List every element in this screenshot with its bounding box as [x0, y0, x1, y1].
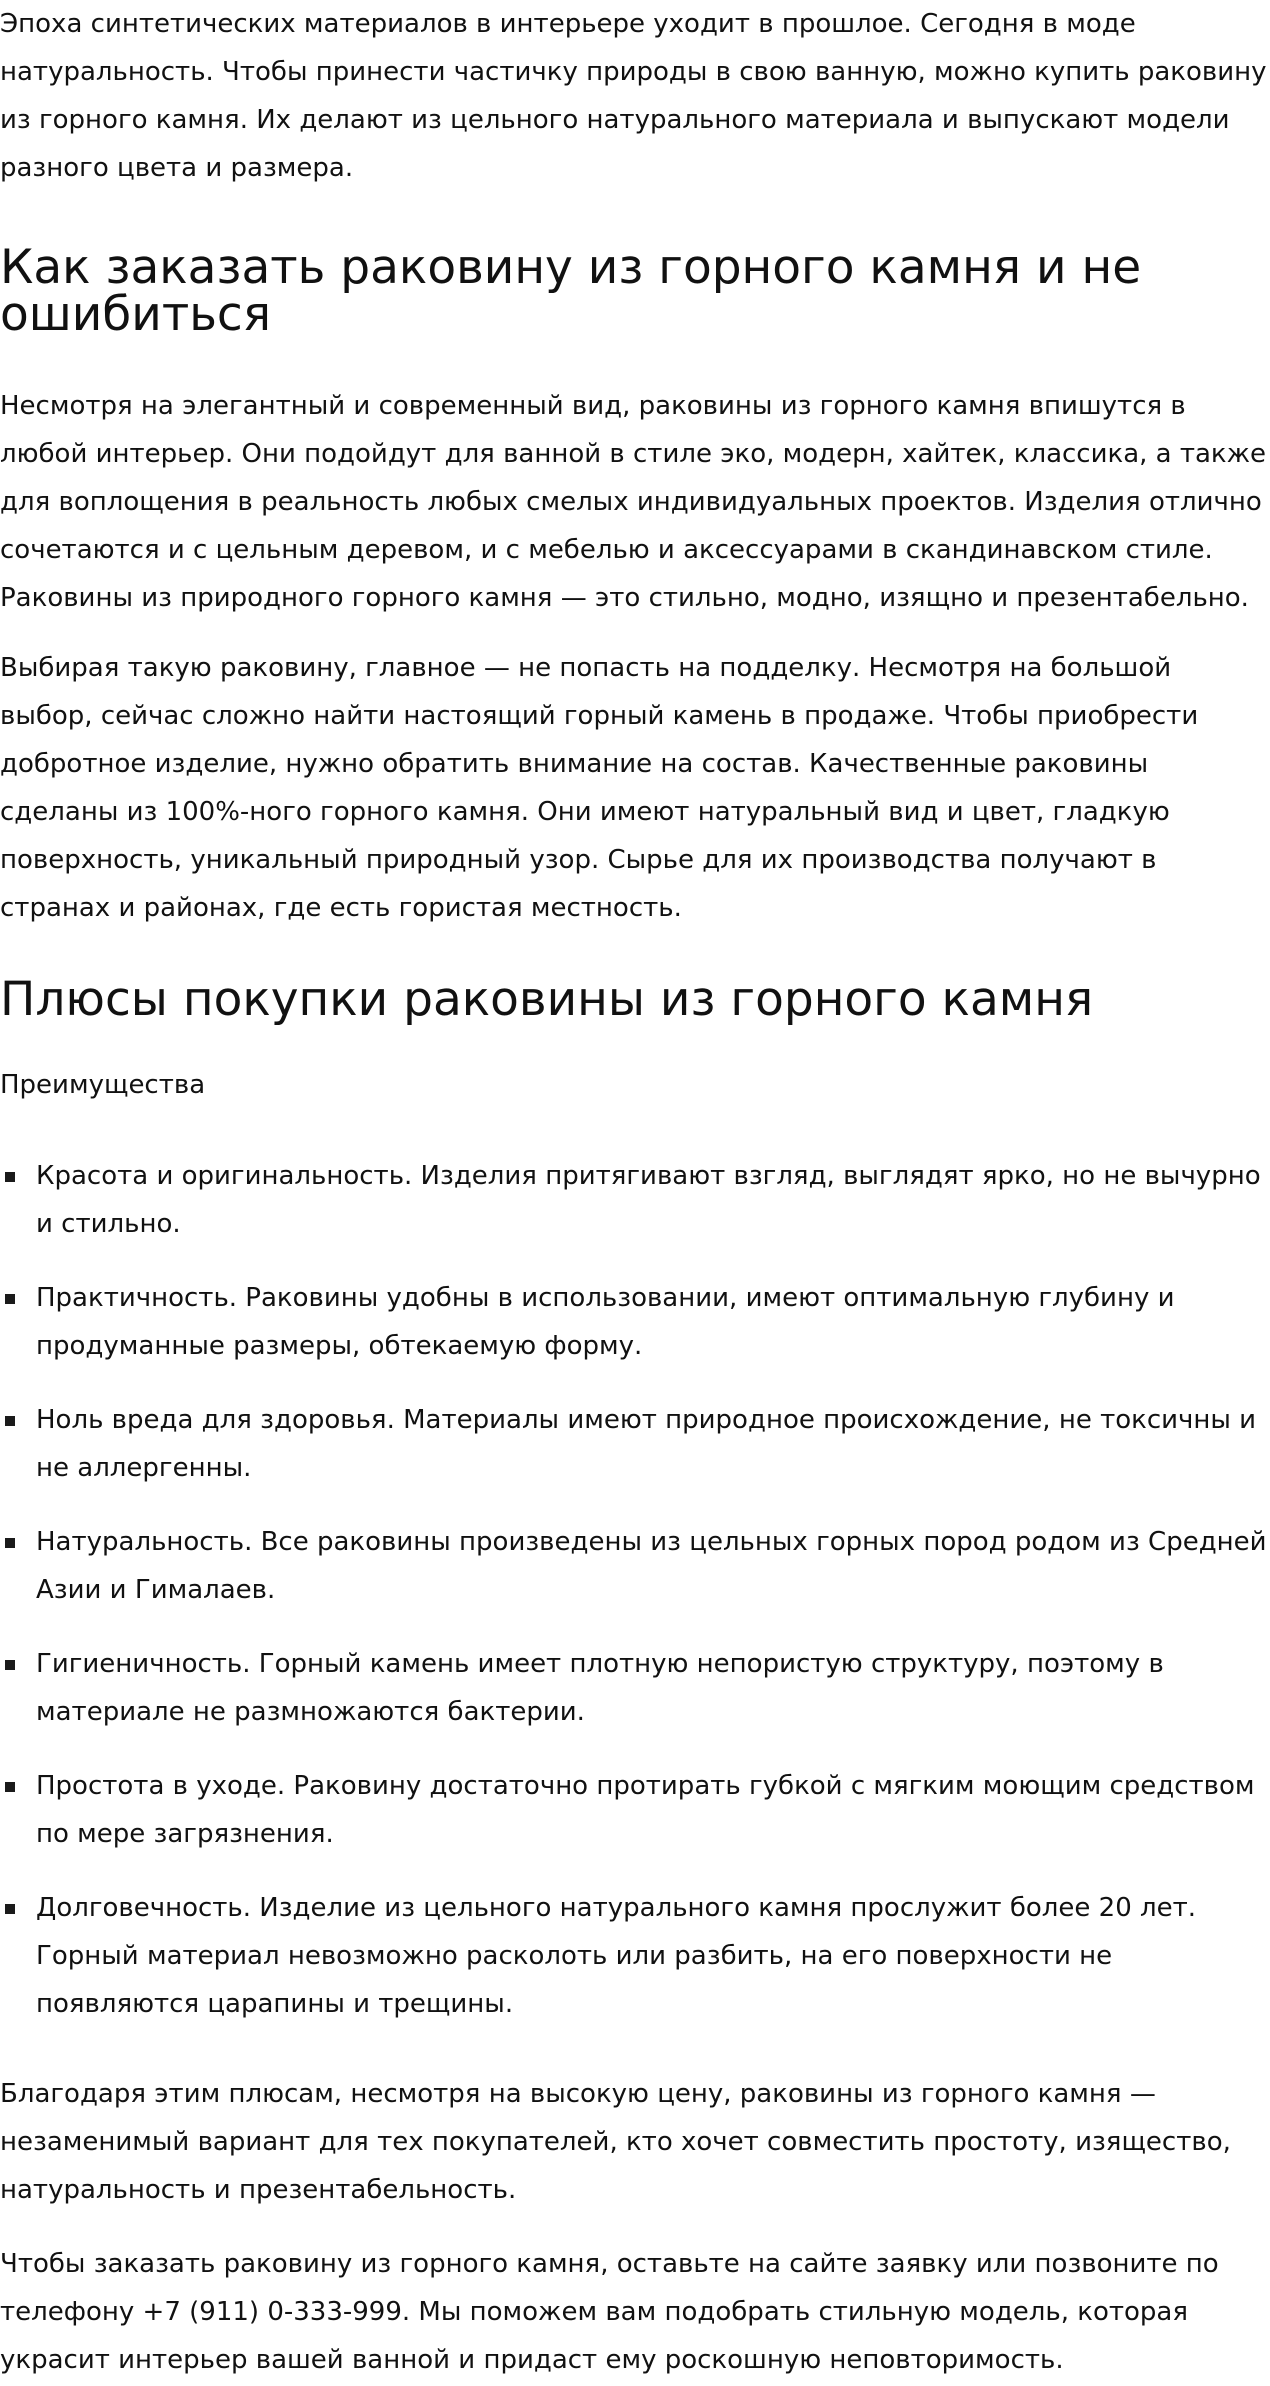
benefits-list — [0, 1152, 1270, 2028]
square-bullet-icon — [5, 1782, 15, 1792]
square-bullet-icon — [5, 1172, 15, 1182]
list-item-text: Практичность. Раковины удобны в использовании, имеют оптимальную глубину и продуманные размеры, обтекаемую форму. — [36, 1283, 1175, 1361]
benefits-subheading: Преимущества — [0, 1070, 206, 1100]
square-bullet-icon — [5, 1904, 15, 1914]
contact-paragraph: Чтобы заказать раковину из горного камня, оставьте на сайте заявку или позвоните по телефону +7 (911) 0-333-999. Мы поможем вам подобрать стильную модель, которая украсит интерьер вашей ванной и придаст ему роскошную неповторимость. — [0, 2249, 1219, 2375]
list-item — [0, 1640, 1270, 1736]
list-item — [0, 1396, 1270, 1492]
square-bullet-icon — [5, 1538, 15, 1548]
list-item — [0, 1152, 1270, 1248]
list-item — [0, 1762, 1270, 1858]
list-item-text: Гигиеничность. Горный камень имеет плотную непористую структуру, поэтому в материале не размножаются бактерии. — [36, 1649, 1164, 1727]
paragraph-avoid-fakes: Выбирая такую раковину, главное — не попасть на подделку. Несмотря на большой выбор, сейчас сложно найти настоящий горный камень в продаже. Чтобы приобрести добротное изделие, нужно обратить внимание на состав. Качественные раковины сделаны из 100%-ного горного камня. Они имеют натуральный вид и цвет, гладкую поверхность, уникальный природный узор. Сырье для их производства получают в странах и районах, где есть гористая местность. — [0, 653, 1199, 923]
paragraph-interior-fit: Несмотря на элегантный и современный вид, раковины из горного камня впишутся в любой интерьер. Они подойдут для ванной в стиле эко, модерн, хайтек, классика, а также для воплощения в реальность любых смелых индивидуальных проектов. Изделия отлично сочетаются и с цельным деревом, и с мебелью и аксессуарами в скандинавском стиле. Раковины из природного горного камня — это стильно, модно, изящно и презентабельно. — [0, 391, 1267, 613]
section-heading-benefits: Плюсы покупки раковины из горного камня — [0, 972, 1094, 1027]
list-item-text: Долговечность. Изделие из цельного натурального камня прослужит более 20 лет. Горный материал невозможно расколоть или разбить, на его поверхности не появляются царапины и трещины. — [36, 1893, 1197, 2019]
list-item — [0, 1518, 1270, 1614]
list-item-text: Ноль вреда для здоровья. Материалы имеют природное происхождение, не токсичны и не аллергенны. — [36, 1405, 1257, 1483]
intro-paragraph: Эпоха синтетических материалов в интерьере уходит в прошлое. Сегодня в моде натуральность. Чтобы принести частичку природы в свою ванную, можно купить раковину из горного камня. Их делают из цельного натурального материала и выпускают модели разного цвета и размера. — [0, 9, 1267, 183]
list-item — [0, 1884, 1270, 2028]
list-item-text: Простота в уходе. Раковину достаточно протирать губкой с мягким моющим средством по мере загрязнения. — [36, 1771, 1255, 1849]
list-item-text: Красота и оригинальность. Изделия притягивают взгляд, выглядят ярко, но не вычурно и стильно. — [36, 1161, 1261, 1239]
section-heading-order: Как заказать раковину из горного камня и не ошибиться — [0, 240, 1142, 342]
list-item-text: Натуральность. Все раковины произведены из цельных горных пород родом из Средней Азии и Гималаев. — [36, 1527, 1267, 1605]
conclusion-paragraph: Благодаря этим плюсам, несмотря на высокую цену, раковины из горного камня — незаменимый вариант для тех покупателей, кто хочет совместить простоту, изящество, натуральность и презентабельность. — [0, 2079, 1231, 2205]
square-bullet-icon — [5, 1416, 15, 1426]
list-item — [0, 1274, 1270, 1370]
square-bullet-icon — [5, 1294, 15, 1304]
square-bullet-icon — [5, 1660, 15, 1670]
